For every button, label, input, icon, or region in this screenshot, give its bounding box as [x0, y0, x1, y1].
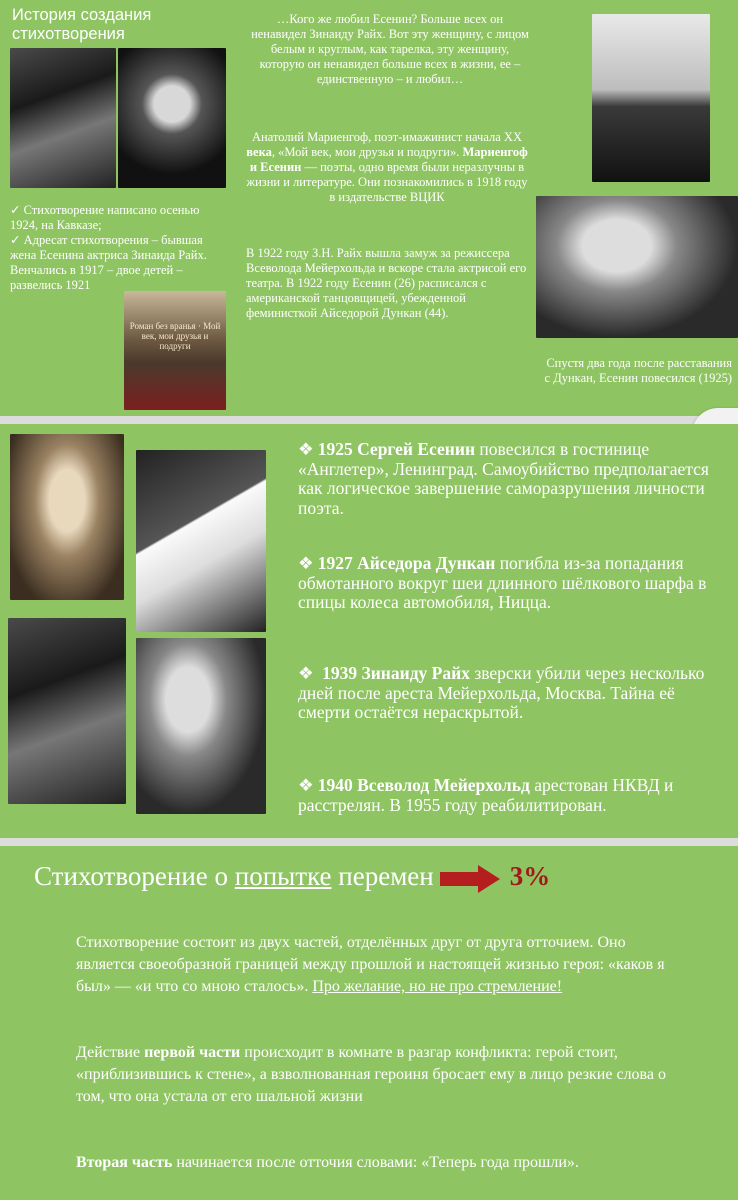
text-run: арестован НКВД и расстрелян. В 1955 году реабилитирован. [298, 775, 674, 815]
text-run: погибла из-за попадания обмотанного вокруг шеи длинного шёлкового шарфа в спицы колеса автомобиля, Ницца. [298, 553, 707, 612]
analysis-paragraph [76, 932, 676, 998]
text-run: повесился в гостинице «Англетер», Ленинград. Самоубийство предполагается как логическое завершение саморазрушения личности поэта. [298, 439, 709, 518]
book-label: Роман без вранья · Мой век, мои друзья и подруги [129, 321, 221, 351]
text-run: Анатолий Мариенгоф, поэт-имажинист начала XX [252, 130, 522, 144]
photo-zinaida-raikh-portrait [136, 638, 266, 814]
bullet-raikh [298, 664, 718, 723]
photo-meyerhold [8, 618, 126, 804]
text-run: Стихотворение состоит из двух частей, отделённых друг от друга отточием. Оно является своеобразной границей между прошлой и настоящей жизнью героя: «каков я был» — «и что со мною сталось». [76, 934, 665, 995]
text-bold: 1925 Сергей Есенин [317, 439, 476, 459]
photo-caption: Спустя два года после расставания с Дункан, Есенин повесился (1925) [544, 356, 732, 385]
raikh-paragraph: В 1922 году З.Н. Райх вышла замуж за режиссера Всеволода Мейерхольда и вскоре стала актрисой его театра. В 1922 году Есенин (26) расписался с американской танцовщицей, убежденной феминисткой Айседорой Дункан (44). [246, 246, 527, 320]
first-part-paragraph [76, 1042, 676, 1108]
text-bold: века [246, 145, 272, 159]
diamond-bullet-icon: ❖ [298, 775, 314, 795]
text-bold: первой части [144, 1044, 241, 1061]
second-part-paragraph [76, 1152, 676, 1174]
text-run: Стихотворение о [34, 861, 235, 891]
text-run: Действие [76, 1044, 145, 1061]
text-underlined: Про желание, но не про стремление! [312, 978, 563, 995]
text-run: происходит в комнате в разгар конфликта: герой стоит, «приблизившись к стене», а взволнованная героиня бросает ему в лицо резкие слова о том, что она устала от его шальной жизни [76, 1044, 666, 1105]
slide-fates [0, 424, 738, 838]
slide-title: История создания стихотворения [12, 6, 152, 43]
text-bold: Мариенгоф и Есенин [249, 145, 528, 174]
photo-sergei-esenin [118, 48, 226, 188]
photo-duncan-esenin [536, 196, 738, 338]
slide-poem-analysis [0, 846, 738, 1200]
text-run: перемен [331, 861, 434, 891]
photo-esenin-raikh [592, 14, 710, 182]
fact-item: ✓ Стихотворение написано осенью 1924, на Кавказе; [10, 203, 200, 232]
text-run: , «Мой век, мои друзья и подруги». [271, 145, 463, 159]
percent-label: 3% [509, 861, 551, 891]
text-bold: 1939 Зинаиду Райх [317, 663, 470, 683]
bullet-duncan [298, 554, 718, 613]
slide-title [34, 860, 550, 892]
slide-history [0, 0, 738, 416]
mariengof-paragraph [244, 130, 530, 205]
photo-isadora-duncan [136, 450, 266, 632]
text-underlined: попытке [234, 861, 332, 891]
text-run: — поэты, одно время были неразлучны в жизни и литературе. Они познакомились в 1918 году в издательстве ВЦИК [246, 160, 528, 204]
text-run: начинается после отточия словами: «Теперь года прошли». [172, 1154, 579, 1171]
diamond-bullet-icon: ❖ [298, 553, 314, 573]
facts-list [10, 203, 230, 293]
photo-esenin-portrait [10, 434, 124, 600]
text-run: зверски убили через несколько дней после ареста Мейерхольда, Москва. Тайна её смерти остаётся нераскрытой. [298, 663, 705, 722]
book-cover [124, 291, 226, 410]
bullet-esenin [298, 440, 718, 518]
quote-text: …Кого же любил Есенин? Больше всех он ненавидел Зинаиду Райх. Вот эту женщину, с лицом белым и круглым, как тарелка, эту женщину, которую он ненавидел больше всех в жизни, ее – единственную – и любил… [251, 12, 529, 86]
fact-item: ✓ Адресат стихотворения – бывшая жена Есенина актриса Зинаида Райх. Венчались в 1917 – двое детей – развелись 1921 [10, 233, 207, 292]
photo-zinaida-raikh [10, 48, 116, 188]
diamond-bullet-icon: ❖ [298, 663, 314, 683]
text-bold: 1940 Всеволод Мейерхольд [317, 775, 530, 795]
text-bold: Вторая часть [76, 1154, 173, 1171]
text-bold: 1927 Айседора Дункан [317, 553, 496, 573]
bullet-meyerhold [298, 776, 718, 815]
diamond-bullet-icon: ❖ [298, 439, 314, 459]
arrow-right-icon [440, 867, 500, 891]
